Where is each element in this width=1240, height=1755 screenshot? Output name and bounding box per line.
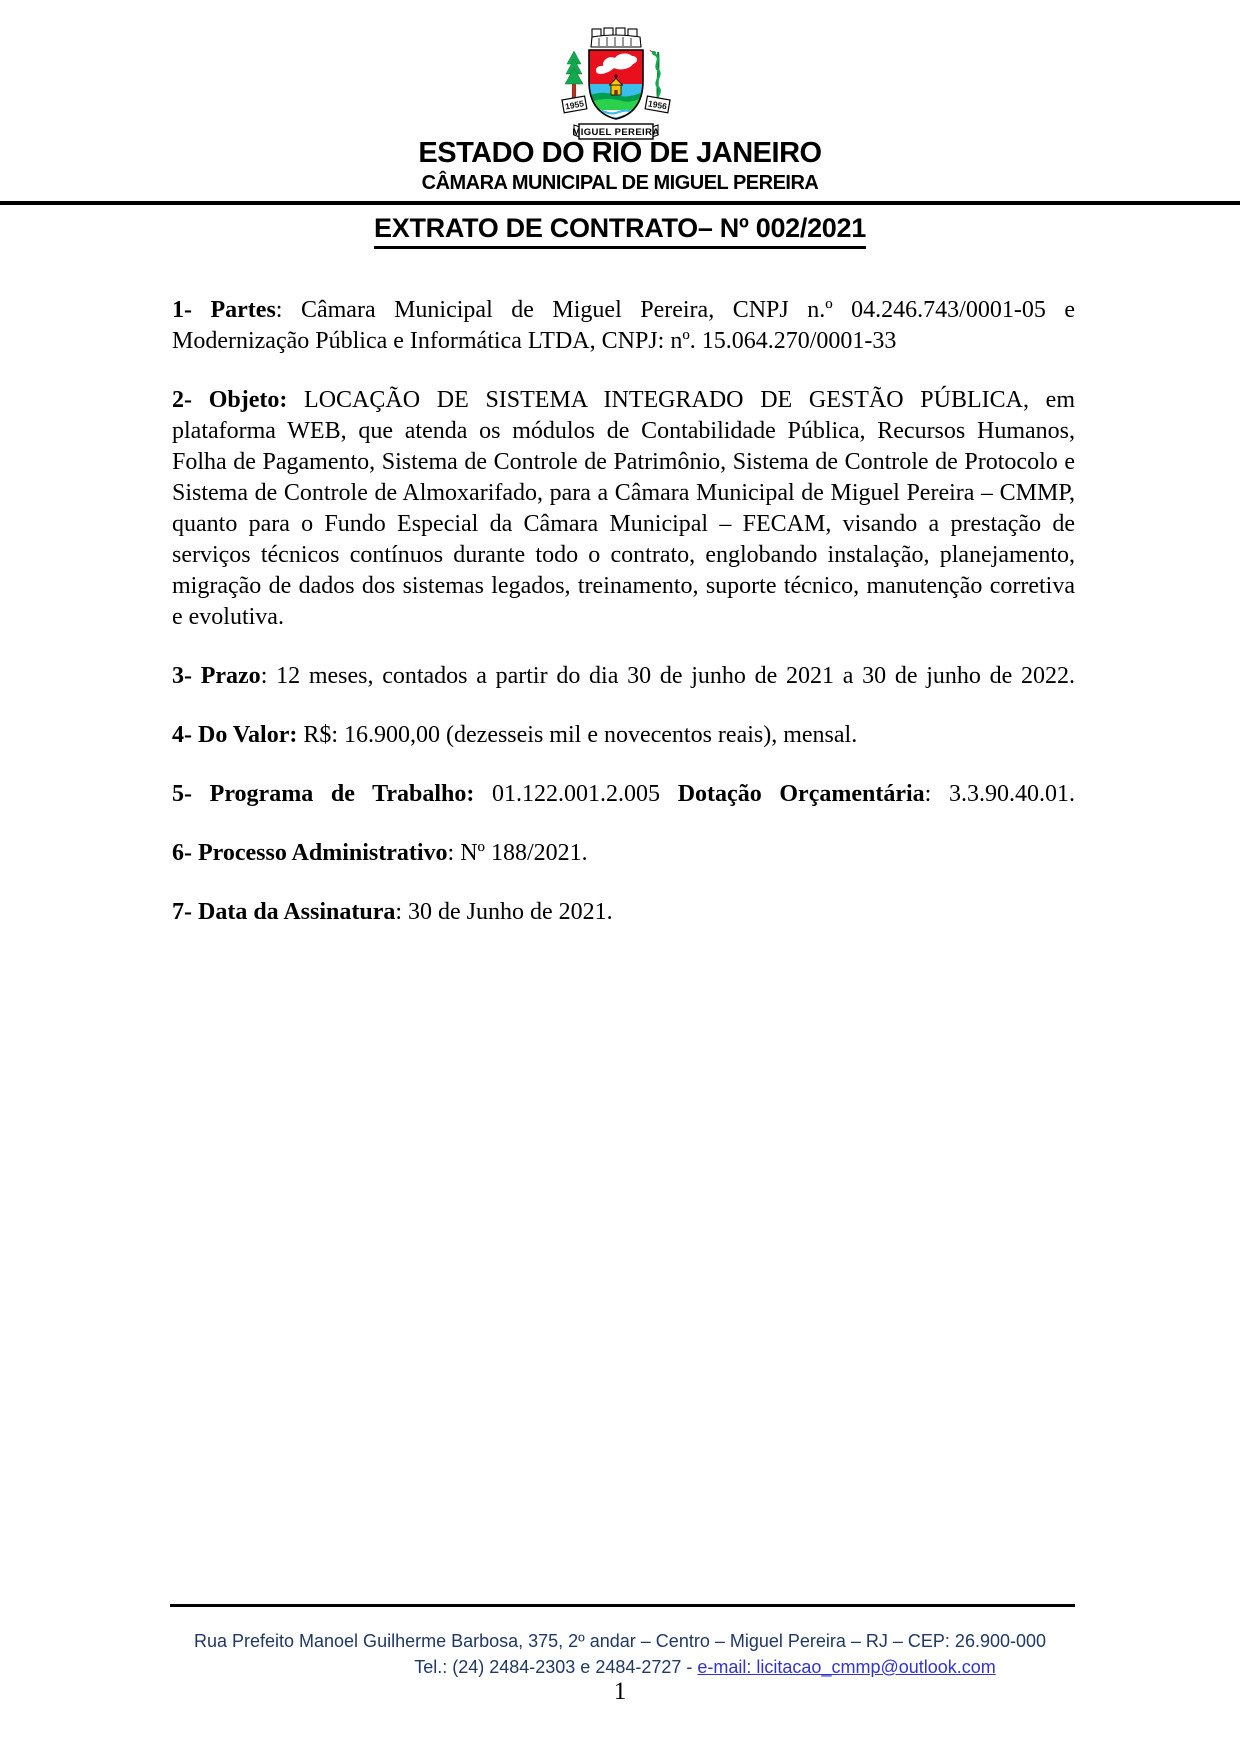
year-left-scroll bbox=[562, 96, 587, 113]
contract-paragraph bbox=[172, 779, 1075, 810]
contract-paragraph bbox=[172, 661, 1075, 692]
contract-paragraph bbox=[172, 897, 1075, 928]
paragraph-label: 2- Objeto: bbox=[172, 387, 288, 413]
year-right-scroll bbox=[645, 96, 670, 113]
letterhead bbox=[0, 136, 1240, 197]
paragraph-text: 01.122.001.2.005 bbox=[474, 781, 678, 807]
page-number: 1 bbox=[613, 1678, 627, 1705]
araucaria-tree-icon bbox=[565, 51, 583, 102]
paragraph-label: 5- Programa de Trabalho: bbox=[172, 781, 475, 807]
crest-banner-label: MIGUEL PEREIRA bbox=[572, 127, 660, 138]
header-divider bbox=[0, 201, 1240, 205]
contract-paragraph bbox=[172, 838, 1075, 869]
crest-shield bbox=[589, 50, 643, 120]
footer-address: Rua Prefeito Manoel Guilherme Barbosa, 375, 2º andar – Centro – Miguel Pereira – RJ – CEP: 26.900-000 bbox=[193, 1631, 1047, 1651]
footer-phone: Tel.: (24) 2484-2303 e 2484-2727 - bbox=[414, 1657, 698, 1677]
paragraph-label: 4- Do Valor: bbox=[172, 722, 298, 748]
document-title-text: EXTRATO DE CONTRATO– Nº 002/2021 bbox=[374, 213, 866, 249]
paragraph-label: 3- Prazo bbox=[172, 663, 261, 689]
footer-divider bbox=[170, 1604, 1075, 1607]
year-right-label: 1956 bbox=[647, 98, 668, 112]
contract-paragraph bbox=[172, 295, 1075, 357]
paragraph-text: : 3.3.90.40.01. bbox=[924, 781, 1076, 807]
contract-paragraph bbox=[172, 720, 1075, 751]
paragraph-text: : 30 de Junho de 2021. bbox=[395, 899, 613, 925]
paragraph-text: : 12 meses, contados a partir do dia 30 de junho de 2021 a 30 de junho de 2022. bbox=[260, 663, 1075, 689]
state-name: ESTADO DO RIO DE JANEIRO bbox=[418, 137, 822, 169]
paragraph-text: R$: 16.900,00 (dezesseis mil e novecentos reais), mensal. bbox=[297, 722, 858, 748]
chamber-name: CÂMARA MUNICIPAL DE MIGUEL PEREIRA bbox=[421, 172, 819, 194]
paragraph-text: LOCAÇÃO DE SISTEMA INTEGRADO DE GESTÃO PÚBLICA, em plataforma WEB, que atenda os módulos de Contabilidade Pública, Recursos Humanos, Folha de Pagamento, Sistema de Controle de Patrimônio, Sistema de Controle de Protocolo e Sistema de Controle de Almoxarifado, para a Câmara Municipal de Miguel Pereira – CMMP, quanto para o Fundo Especial da Câmara Municipal – FECAM, visando a prestação de serviços técnicos contínuos durante todo o contrato, englobando instalação, planejamento, migração de dados dos sistemas legados, treinamento, suporte técnico, manutenção corretiva e evolutiva. bbox=[172, 387, 1075, 630]
paragraph-text: : Câmara Municipal de Miguel Pereira, CNPJ n.º 04.246.743/0001-05 e Modernização Pública e Informática LTDA, CNPJ: nº. 15.064.270/0001-33 bbox=[172, 297, 1075, 354]
paragraph-label: Dotação Orçamentária bbox=[677, 781, 925, 807]
serpent-staff-icon bbox=[650, 51, 660, 103]
body-paragraphs bbox=[172, 295, 1075, 956]
page-footer bbox=[0, 1628, 1240, 1680]
year-left-label: 1955 bbox=[564, 98, 585, 112]
paragraph-text: : Nº 188/2021. bbox=[447, 840, 588, 866]
paragraph-label: 7- Data da Assinatura bbox=[172, 899, 396, 925]
mural-crown-icon bbox=[591, 28, 641, 47]
municipal-crest bbox=[560, 24, 672, 140]
email-link[interactable]: e-mail: licitacao_cmmp@outlook.com bbox=[697, 1657, 996, 1677]
contract-paragraph bbox=[172, 385, 1075, 633]
paragraph-label: 1- Partes bbox=[172, 297, 276, 323]
document-title bbox=[0, 213, 1240, 249]
paragraph-label: 6- Processo Administrativo bbox=[172, 840, 448, 866]
footer-contact bbox=[85, 1654, 1240, 1680]
